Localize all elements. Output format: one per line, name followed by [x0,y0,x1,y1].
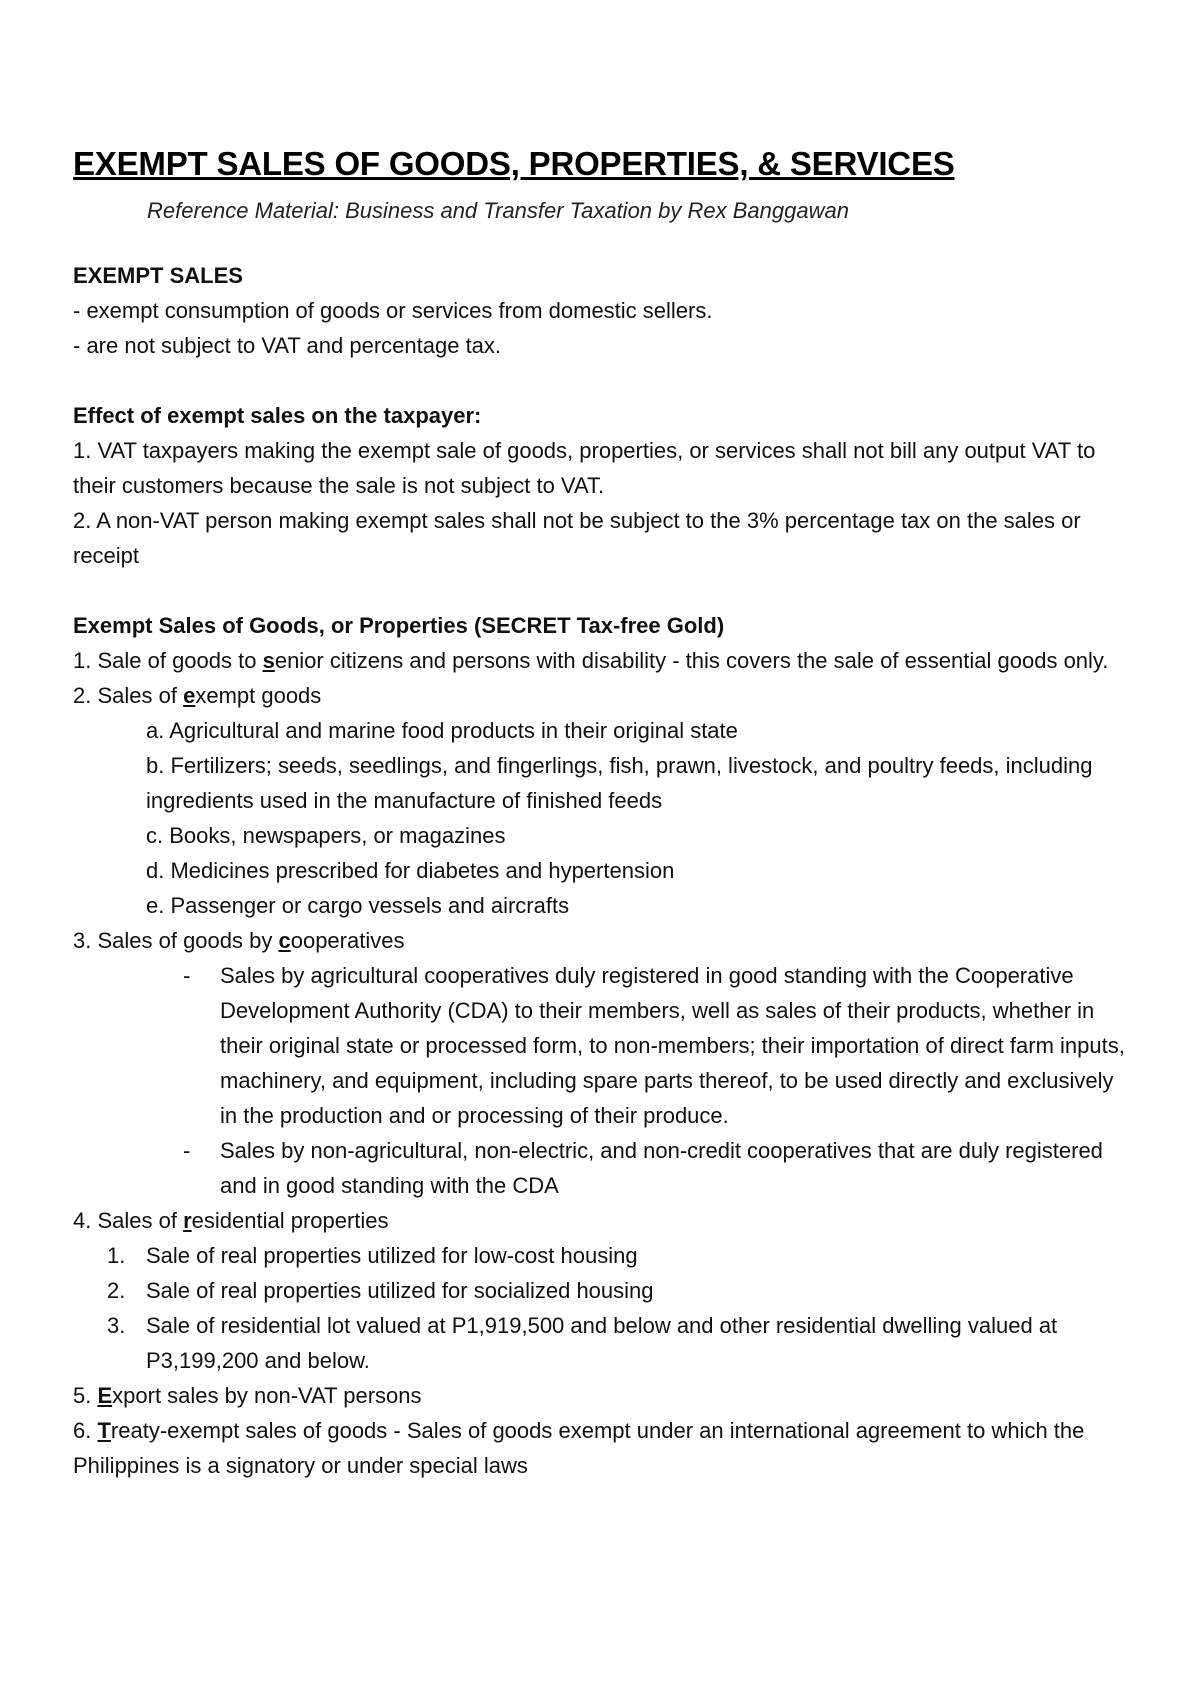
list-item-exempt-goods: 2. Sales of exempt goods [73,683,322,708]
mnemonic-letter: c [278,928,291,953]
dash-item-text: Sales by non-agricultural, non-electric, and non-credit cooperatives that are duly registered and in good standing with the CDA [220,1138,1103,1198]
list-item-senior: 1. Sale of goods to senior citizens and persons with disability - this covers the sale of essential goods only. [73,648,1109,673]
sub-item: d. Medicines prescribed for diabetes and hypertension [146,858,675,883]
section-heading-exempt-sales: EXEMPT SALES [73,263,243,288]
list-item-treaty: 6. Treaty-exempt sales of goods - Sales of goods exempt under an international agreement to which the Philippines is a signatory or under special laws [73,1418,1085,1478]
number-marker: 3. [107,1313,126,1338]
dash-item [73,958,1133,1133]
mnemonic-letter: e [183,683,196,708]
list-item-export: 5. Export sales by non-VAT persons [73,1383,422,1408]
dash-item-text: Sales by agricultural cooperatives duly registered in good standing with the Cooperative Development Authority (CDA) to their members, well as sales of their products, whether in their original state or processed form, to non-members; their importation of direct farm inputs, machinery, and equipment, including spare parts thereof, to be used directly and exclusively in the production and or processing of their produce. [220,963,1125,1128]
dash-item [73,1133,1133,1203]
effect-item: 2. A non-VAT person making exempt sales shall not be subject to the 3% percentage tax on the sales or receipt [73,508,1081,568]
sub-item: e. Passenger or cargo vessels and aircrafts [146,893,570,918]
sub-item: b. Fertilizers; seeds, seedlings, and fingerlings, fish, prawn, livestock, and poultry feeds, including ingredients used in the manufacture of finished feeds [146,753,1093,813]
numbered-sub-item [73,1238,1133,1273]
document-title: EXEMPT SALES OF GOODS, PROPERTIES, & SERVICES [73,145,955,182]
mnemonic-letter: T [97,1418,111,1443]
document-page [73,142,1133,1483]
mnemonic-letter: E [97,1383,113,1408]
numbered-sub-item-text: Sale of residential lot valued at P1,919,500 and below and other residential dwelling valued at P3,199,200 and below. [146,1313,1058,1373]
list-item-residential: 4. Sales of residential properties [73,1208,389,1233]
number-marker: 1. [107,1243,126,1268]
number-marker: 2. [107,1278,126,1303]
mnemonic-letter: s [262,648,275,673]
reference-note: Reference Material: Business and Transfer Taxation by Rex Banggawan [147,198,849,223]
effect-item: 1. VAT taxpayers making the exempt sale of goods, properties, or services shall not bill any output VAT to their customers because the sale is not subject to VAT. [73,438,1096,498]
numbered-sub-item-text: Sale of real properties utilized for low-cost housing [146,1243,638,1268]
dash-marker: - [183,1138,191,1163]
section-heading-exempt-goods: Exempt Sales of Goods, or Properties (SECRET Tax-free Gold) [73,613,725,638]
sub-item: a. Agricultural and marine food products in their original state [146,718,738,743]
list-item-cooperatives: 3. Sales of goods by cooperatives [73,928,405,953]
sub-item: c. Books, newspapers, or magazines [146,823,506,848]
numbered-sub-item [73,1308,1133,1378]
numbered-sub-item-text: Sale of real properties utilized for socialized housing [146,1278,654,1303]
mnemonic-letter: r [183,1208,192,1233]
dash-marker: - [183,963,191,988]
section-heading-effect: Effect of exempt sales on the taxpayer: [73,403,482,428]
definition-line: - are not subject to VAT and percentage tax. [73,333,502,358]
definition-line: - exempt consumption of goods or services from domestic sellers. [73,298,713,323]
numbered-sub-item [73,1273,1133,1308]
